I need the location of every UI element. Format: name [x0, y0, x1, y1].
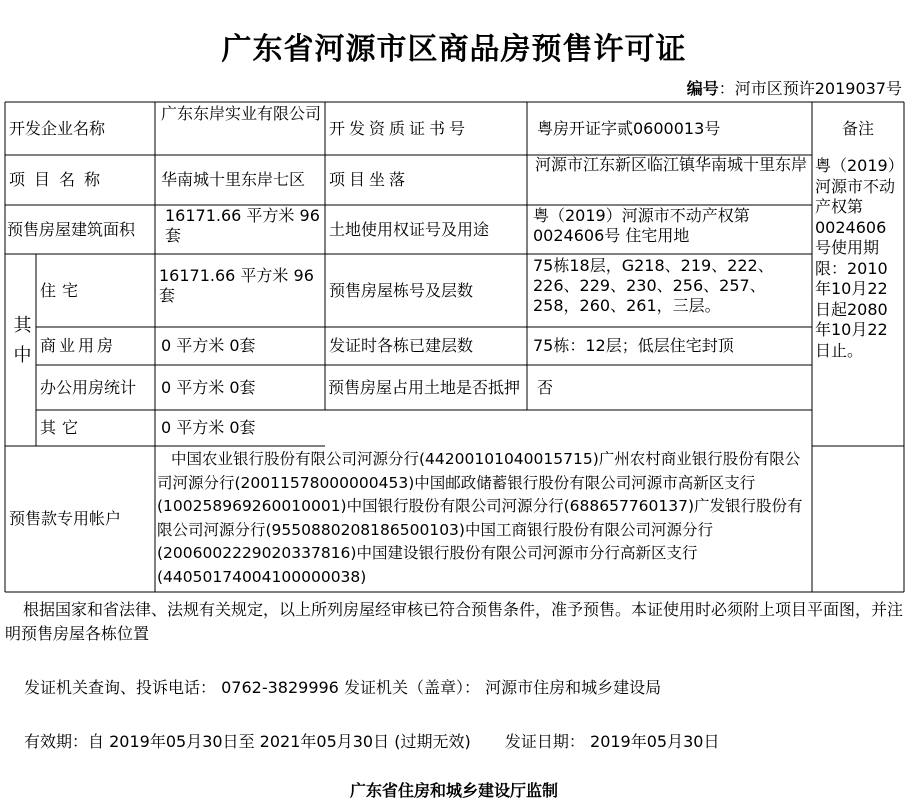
remarks-value: 粤（2019）河源市不动产权第0024606号使用期限：2010年10月22日起2080年10月22日止。	[815, 156, 896, 360]
commercial-label: 商业用房	[40, 336, 117, 355]
developer-label: 开发企业名称	[9, 118, 106, 138]
validity-label: 有效期：自	[24, 732, 105, 751]
presale-area-label: 预售房屋建筑面积	[7, 219, 136, 239]
statement-text: 根据国家和省法律、法规有关规定，以上所列房屋经审核已符合预售条件，准予预售。本证使用时必须附上项目平面图，并注明预售房屋各栋位置	[5, 600, 904, 643]
residential-label: 住宅	[40, 280, 85, 300]
project-name-label: 项目名称	[9, 170, 110, 189]
office-label: 办公用房统计	[40, 377, 137, 397]
page-title: 广东省河源市区商品房预售许可证	[221, 32, 687, 67]
project-location-value: 河源市江东新区临江镇华南城十里东岸	[535, 155, 808, 174]
office-value: 0 平方米 0套	[161, 377, 256, 397]
qualification-label: 开发资质证书号	[329, 118, 470, 138]
project-name-value: 华南城十里东岸七区	[161, 170, 306, 189]
other-label: 其它	[40, 418, 85, 437]
remarks-label: 备注	[841, 118, 874, 138]
land-cert-value: 粤（2019）河源市不动产权第0024606号 住宅用地	[533, 206, 750, 245]
issue-date-label: 发证日期：	[504, 732, 585, 751]
account-value: 中国农业银行股份有限公司河源分行(44200101040015715)广州农村商业银行股份有限公司河源分行(20011578000000453)中国邮政储蓄银行股份有限公司河源市高新区支行(100258969260010001)中国银行股份有限公司河源分行(688657760137)广发银行股份有限公司河源分行(9550880208186500103)中国工商银行股份有限公司河源分行(2006002229020337816)中国建设银行股份有限公司河源市分行高新区支行(44050174004100000038)	[157, 450, 803, 586]
buildings-label: 预售房屋栋号及层数	[329, 280, 474, 300]
qualification-value: 粤房开证字贰0600013号	[537, 118, 721, 138]
commercial-value: 0 平方米 0套	[161, 336, 256, 355]
validity-to-word: 至	[238, 732, 255, 751]
contact-label: 发证机关查询、投诉电话：	[24, 678, 217, 697]
other-value: 0 平方米 0套	[161, 418, 256, 437]
built-floors-value: 75栋：12层；低层住宅封顶	[533, 336, 734, 355]
presale-area-value: 16171.66 平方米 96套	[165, 206, 320, 245]
validity-from: 2019年05月30日	[109, 732, 239, 751]
certificate-number-label: 编号	[686, 79, 719, 98]
validity-to: 2021年05月30日	[259, 732, 390, 751]
supervisor-footer: 广东省住房和城乡建设厅监制	[349, 781, 558, 800]
residential-value: 16171.66 平方米 96套	[159, 266, 314, 305]
mortgage-value: 否	[537, 377, 554, 397]
account-label: 预售款专用帐户	[9, 509, 122, 528]
mortgage-label: 预售房屋占用土地是否抵押	[328, 377, 521, 397]
among-label: 其中	[10, 315, 32, 375]
developer-value: 广东东岸实业有限公司	[161, 104, 322, 123]
contact-phone: 0762-3829996	[221, 678, 339, 697]
issuer-value: 河源市住房和城乡建设局	[485, 678, 662, 697]
certificate-number-separator: ：	[718, 79, 735, 98]
issuer-label: 发证机关（盖章）：	[343, 678, 480, 697]
certificate-number-value: 河市区预许2019037号	[734, 79, 902, 98]
land-cert-label: 土地使用权证号及用途	[329, 219, 490, 239]
contact-line	[24, 676, 894, 700]
issue-date-value: 2019年05月30日	[590, 732, 720, 751]
validity-note: (过期无效)	[394, 732, 471, 751]
project-location-label: 项目坐落	[329, 170, 410, 189]
certificate-number	[687, 76, 902, 99]
built-floors-label: 发证时各栋已建层数	[329, 336, 474, 355]
validity-line	[24, 730, 894, 754]
buildings-value: 75栋18层，G218、219、222、226、229、230、256、257、258，260、261，三层。	[533, 256, 774, 315]
